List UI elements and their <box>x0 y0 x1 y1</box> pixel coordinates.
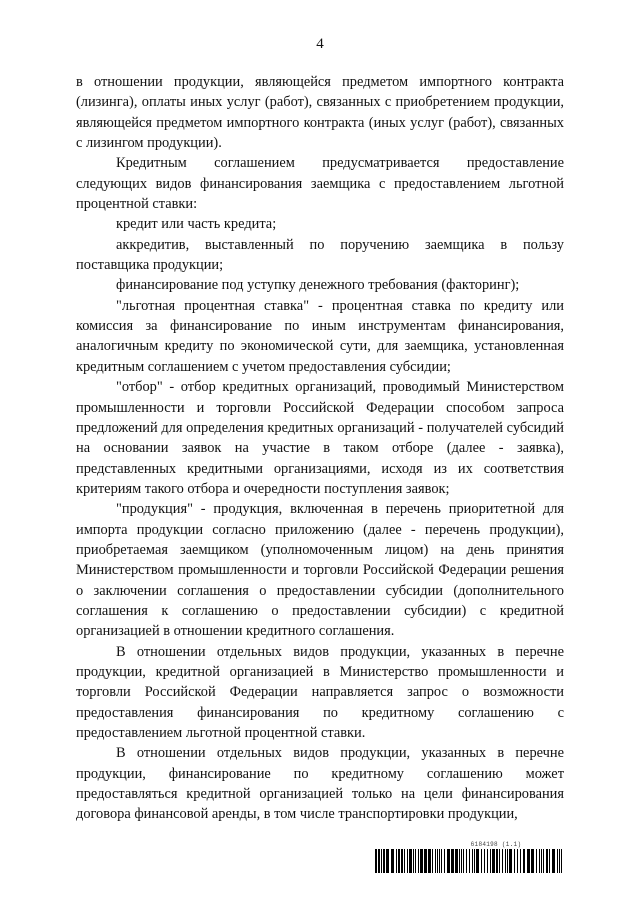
barcode <box>375 849 563 873</box>
barcode-bar <box>437 849 438 873</box>
barcode-bar <box>459 849 460 873</box>
barcode-bar <box>463 849 464 873</box>
barcode-bar <box>469 849 470 873</box>
barcode-bar <box>378 849 380 873</box>
barcode-bar <box>484 849 485 873</box>
barcode-bar <box>404 849 405 873</box>
barcode-bar <box>398 849 400 873</box>
paragraph: В отношении отдельных видов продукции, указанных в перечне продукции, кредитной организацией в Министерство промышленности и торговли Российской Федерации направляется запрос о возможности предоставления финансирования по кредитному соглашению с предоставлением льготной процентной ставки. <box>76 643 564 741</box>
paragraph: кредит или часть кредита; <box>116 216 277 233</box>
barcode-bar <box>514 849 515 873</box>
paragraph: в отношении продукции, являющейся предметом импортного контракта (лизинга), оплаты иных услуг (работ), связанных с приобретением продукции, являющейся предметом импортного контракта (иных услуг (работ), связанных с лизингом продукции). <box>76 74 564 152</box>
paragraph: "продукция" - продукция, включенная в перечень приоритетной для импорта продукции согласно приложению (далее - перечень продукции), приобретаемая заемщиком (уполномоченным лицом) на день принятия Министерством промышленности и торговли Российской Федерации решения о заключении соглашения о предоставлении субсидии (дополнительного соглашения к соглашению о предоставлении субсидии) с кредитной организацией в отношении кредитного соглашения. <box>76 501 564 640</box>
barcode-bar <box>381 849 382 873</box>
barcode-bar <box>383 849 385 873</box>
paragraph: "отбор" - отбор кредитных организаций, проводимый Министерством промышленности и торговли Российской Федерации способом запроса предложений для определения кредитных организаций - получателей субсидий на основании заявок на участие в таком отборе (далее - заявка), представленных кредитными организациями, исходя из их соответствия критериям такого отбора и очередности поступления заявок; <box>76 379 564 497</box>
barcode-bar <box>552 849 555 873</box>
barcode-bar <box>474 849 475 873</box>
barcode-bar <box>386 849 389 873</box>
barcode-bar <box>546 849 548 873</box>
barcode-bar <box>505 849 506 873</box>
barcode-bar <box>549 849 550 873</box>
barcode-bar <box>531 849 534 873</box>
barcode-bar <box>536 849 537 873</box>
barcode-bar <box>447 849 450 873</box>
barcode-bar <box>409 849 412 873</box>
barcode-bar <box>472 849 473 873</box>
barcode-bar <box>520 849 521 873</box>
barcode-bar <box>444 849 445 873</box>
paragraph: аккредитив, выставленный по поручению заемщика в пользу поставщика продукции; <box>76 236 564 274</box>
barcode-bar <box>557 849 558 873</box>
paragraph: Кредитным соглашением предусматривается предоставление следующих видов финансирования заемщика с предоставлением льготной процентной ставки: <box>76 155 564 213</box>
barcode-bar <box>391 849 394 873</box>
barcode-bar <box>492 849 495 873</box>
barcode-bar <box>396 849 397 873</box>
barcode-bar <box>539 849 540 873</box>
barcode-bar <box>507 849 508 873</box>
barcode-bar <box>428 849 431 873</box>
barcode-bar <box>476 849 479 873</box>
barcode-bar <box>413 849 414 873</box>
barcode-bar <box>418 849 419 873</box>
barcode-bar <box>461 849 462 873</box>
barcode-bar <box>424 849 427 873</box>
barcode-bar <box>517 849 518 873</box>
barcode-bar <box>499 849 500 873</box>
barcode-bar <box>435 849 436 873</box>
document-code: 6184198 (1.1) <box>470 841 522 848</box>
paragraph: В отношении отдельных видов продукции, указанных в перечне продукции, финансирование по кредитному соглашению может предоставляться кредитной организацией только на цели финансирования договора финансовой аренды, в том числе транспортировки продукции, <box>76 745 564 823</box>
barcode-bar <box>441 849 442 873</box>
barcode-bar <box>487 849 488 873</box>
barcode-bar <box>451 849 454 873</box>
barcode-bar <box>466 849 467 873</box>
barcode-bar <box>420 849 423 873</box>
barcode-bar <box>432 849 433 873</box>
barcode-bar <box>481 849 482 873</box>
paragraph: "льготная процентная ставка" - процентная ставка по кредиту или комиссия за финансирование по иным инструментам финансирования, аналогичным кредиту по экономической сути, для заемщика, установленная кредитным соглашением с учетом предоставления субсидии; <box>76 297 564 375</box>
paragraph: финансирование под уступку денежного требования (факторинг); <box>116 277 520 294</box>
barcode-bar <box>401 849 403 873</box>
barcode-bar <box>541 849 542 873</box>
barcode-bar <box>509 849 512 873</box>
barcode-bar <box>415 849 416 873</box>
barcode-bar <box>561 849 562 873</box>
barcode-bar <box>523 849 525 873</box>
barcode-bar <box>375 849 377 873</box>
barcode-bar <box>527 849 530 873</box>
barcode-bar <box>455 849 458 873</box>
page-number: 4 <box>316 36 324 52</box>
barcode-bar <box>502 849 503 873</box>
barcode-bar <box>543 849 544 873</box>
barcode-bar <box>407 849 408 873</box>
document-body <box>76 72 564 825</box>
barcode-bar <box>496 849 498 873</box>
barcode-bar <box>490 849 491 873</box>
barcode-bar <box>559 849 560 873</box>
barcode-bar <box>439 849 440 873</box>
